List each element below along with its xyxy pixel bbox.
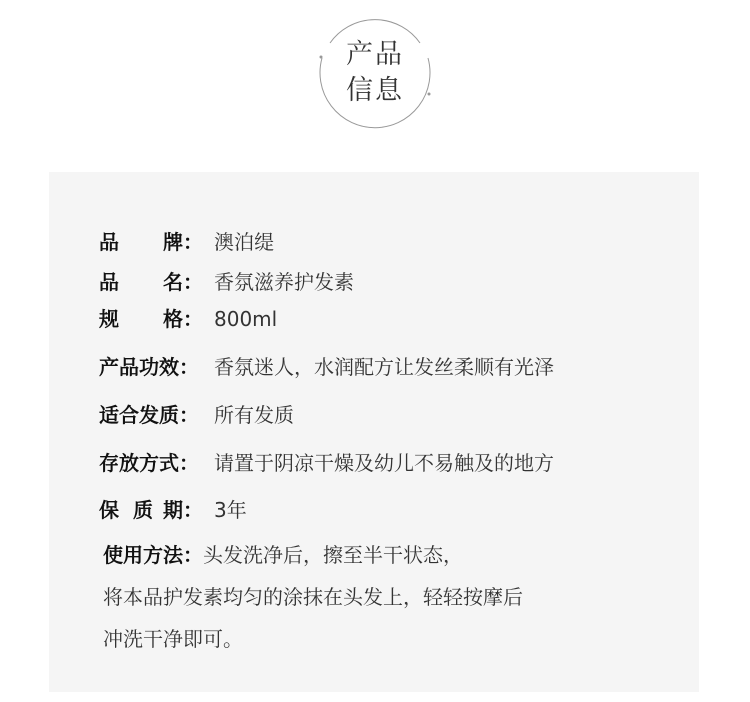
usage-line-2: 将本品护发素均匀的涂抹在头发上，轻轻按摩后 [103,585,523,609]
efficacy-row [99,353,554,381]
hair-type-value: 所有发质 [214,403,294,427]
badge-title-line1: 产品 [346,39,404,70]
usage-text-1: 头发洗净后，擦至半干状态， [203,543,463,567]
hair-type-row [99,401,294,429]
storage-value: 请置于阴凉干燥及幼儿不易触及的地方 [214,451,554,475]
badge-title-line2: 信息 [346,75,404,106]
brand-value: 澳泊缇 [214,230,274,254]
product-name-label: 品 名 ： [99,270,203,294]
usage-line-3: 冲洗干净即可。 [103,627,243,651]
spec-value: 800ml [214,307,278,331]
hair-type-label: 适合发质： [99,403,199,427]
efficacy-value: 香氛迷人，水润配方让发丝柔顺有光泽 [214,355,554,379]
spec-label: 规 格 ： [99,307,203,331]
product-name-value: 香氛滋养护发素 [214,270,354,294]
efficacy-label: 产品功效： [99,355,199,379]
storage-label: 存放方式： [99,451,199,475]
shelf-life-row [99,496,247,524]
storage-row [99,449,554,477]
shelf-life-label: 保 质 期 ： [99,498,203,522]
title-badge [316,16,434,134]
brand-row [99,228,274,256]
usage-label: 使用方法： [103,543,203,567]
usage-line-1 [103,541,463,569]
product-name-row [99,268,354,296]
spec-row [99,305,277,333]
brand-label: 品 牌 ： [99,230,203,254]
shelf-life-value: 3年 [214,498,247,522]
